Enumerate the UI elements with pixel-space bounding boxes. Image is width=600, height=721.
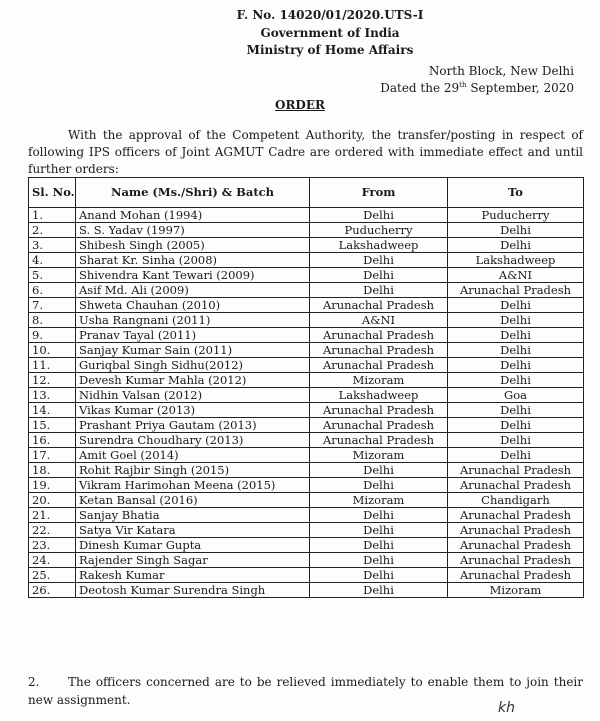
handwritten-initials: kh — [498, 700, 515, 716]
sl-cell: 1. — [29, 208, 76, 223]
table-row — [29, 358, 584, 373]
to-cell: Delhi — [448, 343, 584, 358]
table-row — [29, 553, 584, 568]
government-heading: Government of India — [260, 26, 400, 40]
table-row — [29, 343, 584, 358]
from-cell: Lakshadweep — [310, 388, 448, 403]
table-row — [29, 223, 584, 238]
to-cell: Arunachal Pradesh — [448, 508, 584, 523]
table-row — [29, 433, 584, 448]
name-cell: Sanjay Kumar Sain (2011) — [76, 343, 310, 358]
to-cell: Arunachal Pradesh — [448, 523, 584, 538]
sl-cell: 13. — [29, 388, 76, 403]
office-location: North Block, New Delhi — [428, 64, 574, 78]
table-row — [29, 373, 584, 388]
sl-cell: 7. — [29, 298, 76, 313]
table-row — [29, 238, 584, 253]
date-suffix: September, 2020 — [466, 81, 574, 95]
name-cell: Surendra Choudhary (2013) — [76, 433, 310, 448]
from-cell: Delhi — [310, 478, 448, 493]
to-cell: Mizoram — [448, 583, 584, 598]
sl-cell: 18. — [29, 463, 76, 478]
name-cell: Prashant Priya Gautam (2013) — [76, 418, 310, 433]
to-cell: Delhi — [448, 358, 584, 373]
from-cell: Delhi — [310, 508, 448, 523]
table-row — [29, 493, 584, 508]
to-cell: Lakshadweep — [448, 253, 584, 268]
header-to: To — [448, 178, 584, 208]
order-date — [380, 81, 574, 95]
to-cell: Delhi — [448, 328, 584, 343]
sl-cell: 6. — [29, 283, 76, 298]
from-cell: Delhi — [310, 553, 448, 568]
sl-cell: 10. — [29, 343, 76, 358]
sl-cell: 5. — [29, 268, 76, 283]
from-cell: Delhi — [310, 538, 448, 553]
name-cell: Rakesh Kumar — [76, 568, 310, 583]
sl-cell: 14. — [29, 403, 76, 418]
date-ordinal: th — [459, 81, 467, 89]
from-cell: Delhi — [310, 463, 448, 478]
to-cell: Delhi — [448, 418, 584, 433]
from-cell: Delhi — [310, 583, 448, 598]
table-row — [29, 523, 584, 538]
file-number: F. No. 14020/01/2020.UTS-I — [236, 8, 424, 22]
to-cell: Arunachal Pradesh — [448, 538, 584, 553]
from-cell: Arunachal Pradesh — [310, 403, 448, 418]
name-cell: Dinesh Kumar Gupta — [76, 538, 310, 553]
name-cell: Vikas Kumar (2013) — [76, 403, 310, 418]
name-cell: Pranav Tayal (2011) — [76, 328, 310, 343]
sl-cell: 20. — [29, 493, 76, 508]
sl-cell: 4. — [29, 253, 76, 268]
from-cell: Arunachal Pradesh — [310, 358, 448, 373]
name-cell: Usha Rangnani (2011) — [76, 313, 310, 328]
table-row — [29, 403, 584, 418]
to-cell: Goa — [448, 388, 584, 403]
from-cell: Delhi — [310, 208, 448, 223]
sl-cell: 26. — [29, 583, 76, 598]
table-row — [29, 268, 584, 283]
name-cell: Ketan Bansal (2016) — [76, 493, 310, 508]
table-row — [29, 313, 584, 328]
to-cell: Delhi — [448, 433, 584, 448]
name-cell: Guriqbal Singh Sidhu(2012) — [76, 358, 310, 373]
from-cell: Lakshadweep — [310, 238, 448, 253]
name-cell: Sharat Kr. Sinha (2008) — [76, 253, 310, 268]
sl-cell: 9. — [29, 328, 76, 343]
sl-cell: 25. — [29, 568, 76, 583]
to-cell: Delhi — [448, 373, 584, 388]
sl-cell: 23. — [29, 538, 76, 553]
to-cell: Delhi — [448, 448, 584, 463]
name-cell: Vikram Harimohan Meena (2015) — [76, 478, 310, 493]
table-row — [29, 463, 584, 478]
name-cell: Nidhin Valsan (2012) — [76, 388, 310, 403]
table-row — [29, 328, 584, 343]
name-cell: Sanjay Bhatia — [76, 508, 310, 523]
table-row — [29, 448, 584, 463]
from-cell: Arunachal Pradesh — [310, 343, 448, 358]
to-cell: Arunachal Pradesh — [448, 478, 584, 493]
from-cell: Delhi — [310, 523, 448, 538]
header-name-batch: Name (Ms./Shri) & Batch — [76, 178, 310, 208]
sl-cell: 21. — [29, 508, 76, 523]
from-cell: Mizoram — [310, 493, 448, 508]
name-cell: Deotosh Kumar Surendra Singh — [76, 583, 310, 598]
from-cell: Delhi — [310, 568, 448, 583]
sl-cell: 22. — [29, 523, 76, 538]
from-cell: Arunachal Pradesh — [310, 328, 448, 343]
from-cell: Arunachal Pradesh — [310, 433, 448, 448]
order-title: ORDER — [275, 98, 325, 112]
sl-cell: 17. — [29, 448, 76, 463]
to-cell: Puducherry — [448, 208, 584, 223]
table-row — [29, 208, 584, 223]
to-cell: Delhi — [448, 403, 584, 418]
paragraph-number: 2. — [28, 675, 40, 689]
table-row — [29, 388, 584, 403]
name-cell: Shibesh Singh (2005) — [76, 238, 310, 253]
intro-paragraph: With the approval of the Competent Authority, the transfer/posting in respect of following IPS officers of Joint AGMUT Cadre are ordered with immediate effect and until further orders: — [28, 128, 583, 176]
from-cell: A&NI — [310, 313, 448, 328]
table-row — [29, 538, 584, 553]
date-prefix: Dated the 29 — [380, 81, 460, 95]
table-row — [29, 478, 584, 493]
name-cell: Rajender Singh Sagar — [76, 553, 310, 568]
table-row — [29, 583, 584, 598]
table-row — [29, 568, 584, 583]
name-cell: Anand Mohan (1994) — [76, 208, 310, 223]
to-cell: Chandigarh — [448, 493, 584, 508]
name-cell: Devesh Kumar Mahla (2012) — [76, 373, 310, 388]
from-cell: Delhi — [310, 268, 448, 283]
name-cell: Satya Vir Katara — [76, 523, 310, 538]
sl-cell: 15. — [29, 418, 76, 433]
from-cell: Mizoram — [310, 448, 448, 463]
to-cell: Arunachal Pradesh — [448, 568, 584, 583]
sl-cell: 19. — [29, 478, 76, 493]
table-row — [29, 508, 584, 523]
table-header-row — [29, 178, 584, 208]
sl-cell: 12. — [29, 373, 76, 388]
to-cell: A&NI — [448, 268, 584, 283]
from-cell: Delhi — [310, 253, 448, 268]
transfer-table — [28, 177, 584, 598]
sl-cell: 2. — [29, 223, 76, 238]
to-cell: Arunachal Pradesh — [448, 553, 584, 568]
name-cell: Shweta Chauhan (2010) — [76, 298, 310, 313]
sl-cell: 16. — [29, 433, 76, 448]
paragraph-text: The officers concerned are to be relieved immediately to enable them to join their new assignment. — [28, 675, 583, 707]
table-row — [29, 418, 584, 433]
sl-cell: 11. — [29, 358, 76, 373]
to-cell: Arunachal Pradesh — [448, 283, 584, 298]
from-cell: Puducherry — [310, 223, 448, 238]
name-cell: Rohit Rajbir Singh (2015) — [76, 463, 310, 478]
name-cell: S. S. Yadav (1997) — [76, 223, 310, 238]
name-cell: Asif Md. Ali (2009) — [76, 283, 310, 298]
from-cell: Mizoram — [310, 373, 448, 388]
name-cell: Shivendra Kant Tewari (2009) — [76, 268, 310, 283]
table-row — [29, 298, 584, 313]
table-row — [29, 283, 584, 298]
header-from: From — [310, 178, 448, 208]
to-cell: Delhi — [448, 238, 584, 253]
sl-cell: 8. — [29, 313, 76, 328]
header-sl-no: Sl. No. — [29, 178, 76, 208]
from-cell: Delhi — [310, 283, 448, 298]
ministry-heading: Ministry of Home Affairs — [246, 43, 414, 57]
name-cell: Amit Goel (2014) — [76, 448, 310, 463]
to-cell: Delhi — [448, 298, 584, 313]
from-cell: Arunachal Pradesh — [310, 418, 448, 433]
sl-cell: 24. — [29, 553, 76, 568]
to-cell: Delhi — [448, 223, 584, 238]
table-row — [29, 253, 584, 268]
to-cell: Arunachal Pradesh — [448, 463, 584, 478]
to-cell: Delhi — [448, 313, 584, 328]
sl-cell: 3. — [29, 238, 76, 253]
from-cell: Arunachal Pradesh — [310, 298, 448, 313]
